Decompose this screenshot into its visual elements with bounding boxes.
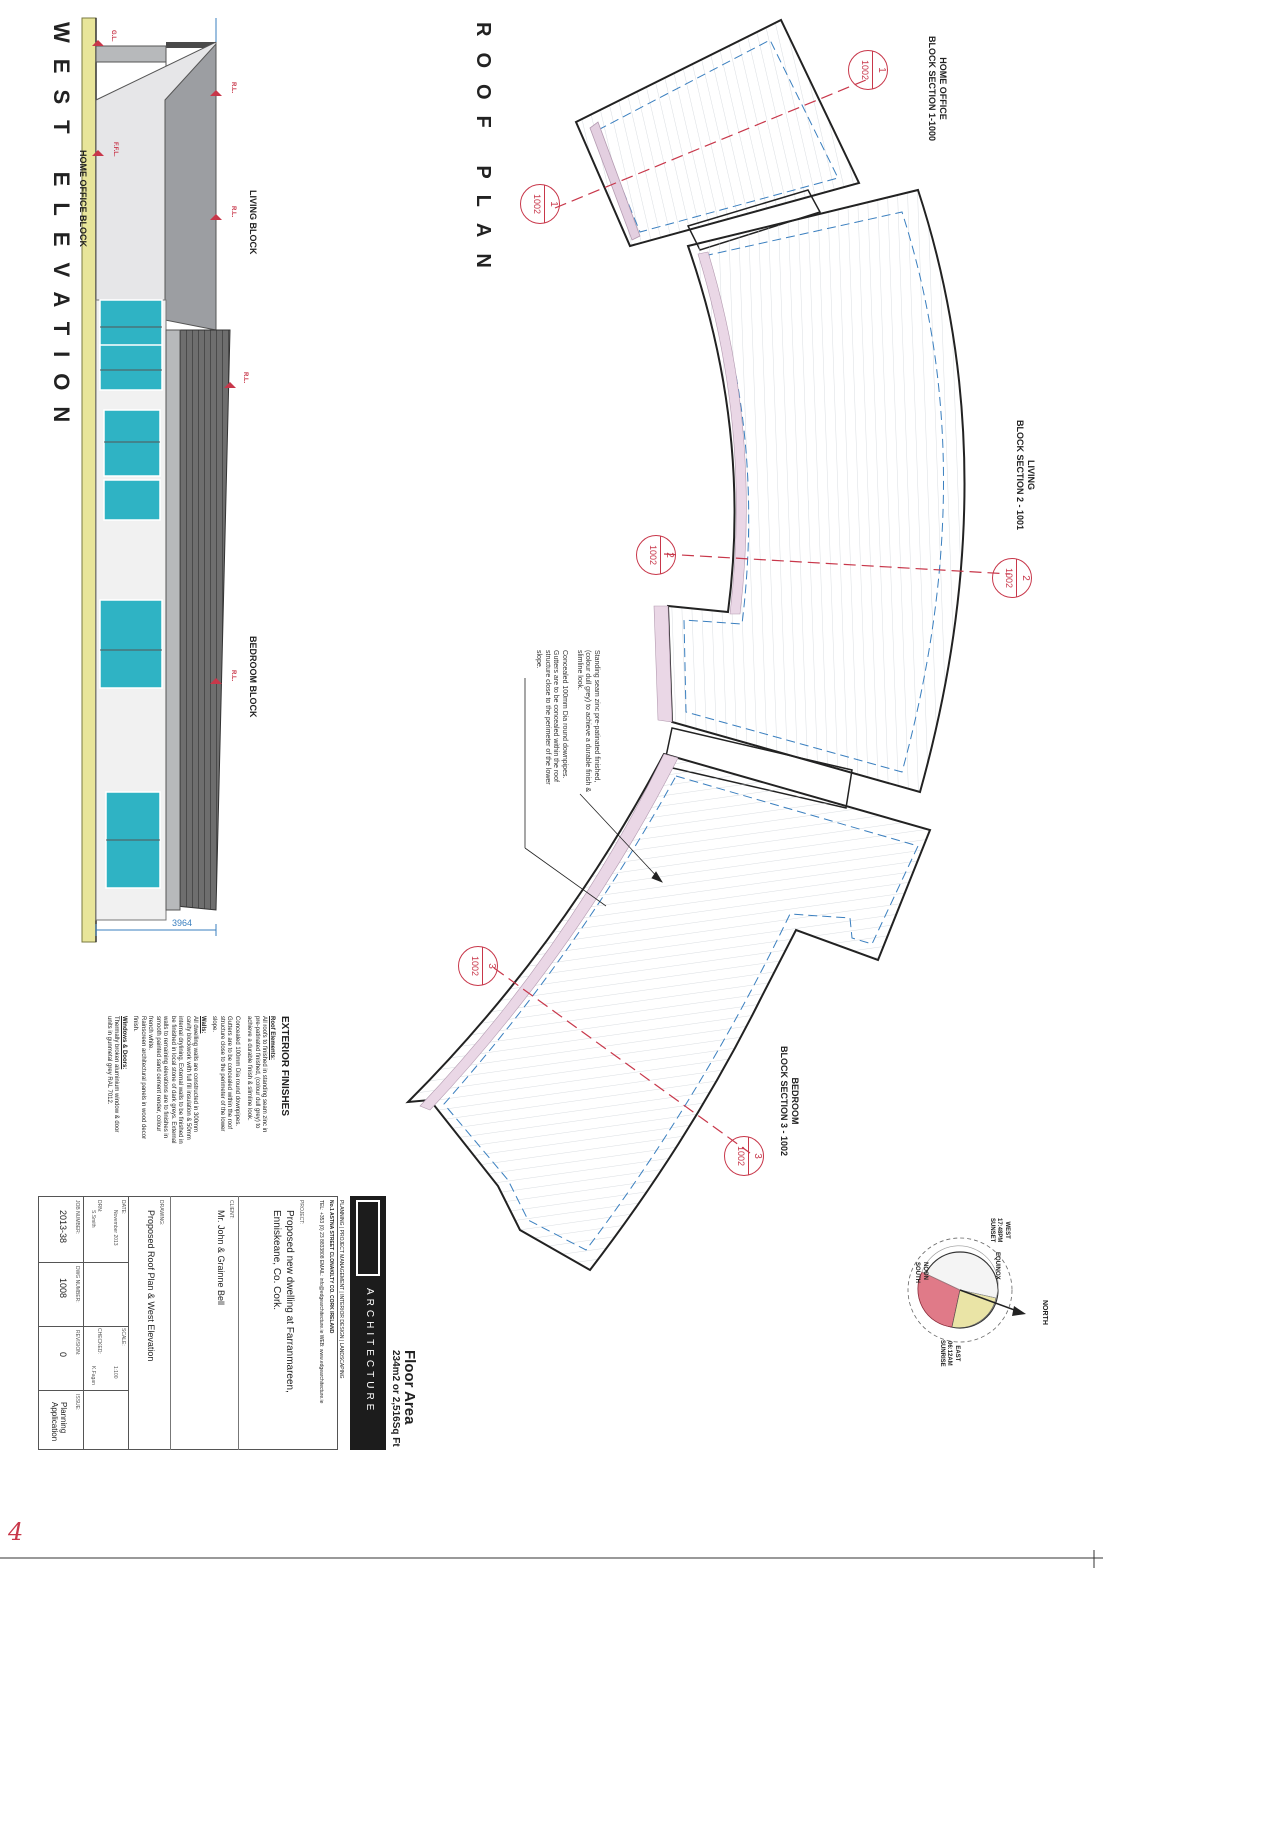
compass-west: WEST 17:48PM SUNSET: [989, 1218, 1010, 1243]
floor-area: Floor Area 234m2 or 2,516Sq Ft: [390, 1350, 418, 1447]
section-marker: 2 1002: [992, 558, 1032, 598]
scale-label: SCALE:: [120, 1328, 126, 1346]
block-label-living: LIVING BLOCK SECTION 2 - 1001: [1015, 420, 1036, 531]
west-elevation-drawing: [82, 18, 236, 942]
rev-value: 0: [58, 1352, 68, 1358]
level-label: R.L.: [230, 206, 236, 218]
compass-east: EAST 06:12AM SUNRISE: [939, 1340, 960, 1367]
rev-label: REVISION:: [74, 1330, 80, 1356]
dwg-label: DWG NUMBER:: [74, 1266, 80, 1303]
dwg-value: 1008: [58, 1278, 68, 1299]
logo-word: ARCHITECTURE: [364, 1288, 375, 1415]
north-compass: [908, 1238, 1026, 1342]
section-marker: 3 1002: [724, 1136, 764, 1176]
drawing-value: Proposed Roof Plan & West Elevation: [146, 1210, 156, 1362]
page-mark: 4: [8, 1518, 24, 1546]
section-marker: 2 1002: [636, 535, 676, 575]
exterior-finishes: EXTERIOR FINISHES Roof Elements: All roofs to finished in standing seam zinc in pre-patinated finished, (colour dull grey) to achieve a durable finish & slimline look. Concealed 100mm Dia round downpipes. Gutters are to be concealed within the roof structure close to the perimeter of the lower slope. Walls: All dwelling walls are constructed in 300mm cavity blockwork with full fill insulation & 50mm internal drylining. External walls to be finished in be finished in local stone of dark greys. External walls to remaining elevations are to finishes in smooth painted sand cement render, colour french white. Rainscreen architectural panels in wood decor finish. Windows & Doors: Thermally broken aluminium window & door units in gunmetal grey RAL 7012.: [106, 1016, 290, 1144]
level-label: R.L.: [230, 670, 236, 682]
elevation-label-bedroom: BEDROOM BLOCK: [248, 636, 258, 718]
checked-value: K.Fagan: [90, 1366, 96, 1385]
level-label: R.L.: [242, 372, 248, 384]
issue-value: Planning Application: [50, 1402, 68, 1442]
section-marker: 3 1002: [458, 946, 498, 986]
elevation-label-home-office: HOME OFFICE BLOCK: [78, 150, 88, 247]
contact-line: TEL: +353 (0) 23 8833808 EMAIL: info@edgearchitecture.ie WEB: www.edgearchitecture.ie: [318, 1200, 324, 1404]
job-value: 2013-38: [58, 1210, 68, 1244]
drn-label: DRN:: [96, 1200, 102, 1213]
client-value: Mr. John & Grainne Bell: [216, 1210, 226, 1306]
section-marker: 1 1002: [520, 184, 560, 224]
level-label: R.L.: [230, 82, 236, 94]
scale-value: 1:100: [112, 1366, 118, 1379]
roof-bedroom: [408, 754, 930, 1270]
roof-note-downpipes: Concealed 100mm Dia round downpipes. Gutters are to be concealed within the roof structure close to the perimeter of the lower slope.: [535, 650, 568, 785]
drawing-label: DRAWING:: [158, 1200, 164, 1226]
issue-label: ISSUE:: [74, 1394, 80, 1411]
block-label-bedroom: BEDROOM BLOCK SECTION 3 - 1002: [779, 1046, 800, 1157]
west-elevation-title: WEST ELEVATION: [49, 22, 74, 439]
date-value: November 2013: [112, 1210, 118, 1246]
address-line: No.1 ASTNA STREET CLONAKILTY CO. CORK IRELAND: [328, 1200, 334, 1334]
project-value: Proposed new dwelling at Farranmareen, Enniskeane, Co. Cork.: [271, 1210, 295, 1393]
compass-equinox: EQUINOX: [994, 1252, 1000, 1280]
title-block: [38, 1196, 382, 1450]
elevation-label-living: LIVING BLOCK: [248, 190, 258, 255]
roof-living: [654, 190, 965, 792]
roof-plan-title: ROOF PLAN: [472, 22, 494, 284]
compass-noon: NOON SOUTH: [914, 1262, 928, 1283]
project-label: PROJECT:: [298, 1200, 304, 1225]
date-label: DATE:: [120, 1200, 126, 1215]
job-label: JOB NUMBER:: [74, 1200, 80, 1235]
checked-label: CHECKED:: [96, 1328, 102, 1354]
compass-north: NORTH: [1041, 1300, 1048, 1325]
logo-mark: [356, 1200, 380, 1276]
section-marker: 1 1002: [848, 50, 888, 90]
block-label-home-office: HOME OFFICE BLOCK SECTION 1-1000: [927, 36, 948, 142]
drn-value: S.Smith: [90, 1210, 96, 1228]
roof-note-cladding: Standing seam zinc pre-patinated finished, (colour dull grey) to achieve a durable finish & slimline look.: [576, 650, 600, 793]
services-line: PLANNING | PROJECT MANAGEMENT | INTERIOR DESIGN | LANDSCAPING: [338, 1200, 344, 1379]
level-label: G.L.: [110, 30, 116, 42]
roof-home-office: [576, 20, 859, 246]
client-label: CLIENT:: [228, 1200, 234, 1219]
level-label: F.F.L.: [112, 142, 118, 157]
elevation-dimension: 3964: [172, 918, 193, 928]
